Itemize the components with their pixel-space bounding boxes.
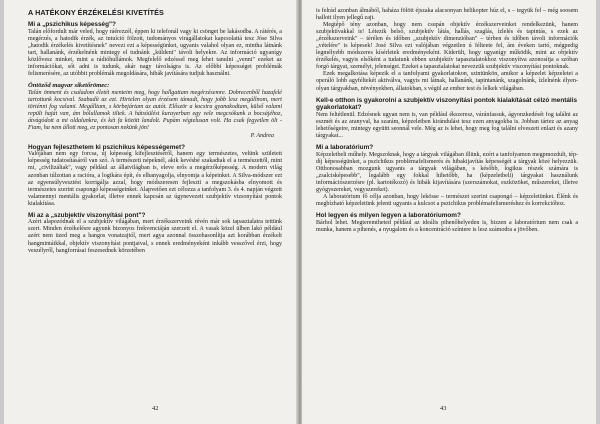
- page-number-left: 42: [152, 405, 159, 412]
- right-page: [302, 0, 596, 424]
- section-body-develop: Valójában nem egy forcsa, új képesség kifejlesztéséről, hanem egy természetes, velünk született képesség tudatosításáról van szó. A természeti népeknél, akik kevésbé szakadtak el a természettől, mint mi, „civilizáltak", vagy például az állatvilágban is, eleve erős a megérzőképesség. A modern világ azonban túlzottan a racióra, a logikára épít, és elhanyagolja, elnyomja a képeinket. A Silva-módszer ezt az egyensúlyvesztést korrigálja azzal, hogy módszeresen fejleszti a megszokásba elnyomott és természetes szerint csapongó képességeinket. Alapvetően ezt célozza a tanfolyam 3. és 4. napján végzett valamennyi mentális gyakorlat, illetve ennek kapcsán az úgynevezett szubjektív vizsonyítási pontok kialakítása.: [28, 151, 282, 207]
- continued-paragraph: is felrád azonban álmából, haháza fölött éjszaka alacsonyan helikopter húz el, s – tegyük fel – még soosem hallott ilyen jellegű zajt.: [316, 8, 578, 22]
- subjective-senses-paragraph: Megtépő tény azonban, hogy nem csupán objektív érzékszerveinket rendelkezünk, hanem szubjektívakkal is! Létezik belső, szubjektív látás, hallás, szaglás, ízlelés és tapintás, s ezek az „érzékszerveink" – térélen és időben „szubjektív dimenzióban" – térben és időben távoli információk „vételére" is képesek! José Silva ezt valójában végzetlen ú félteete fel, ám éveken tartó, mégpedig legmélyebb módszeres kísérletek eredményeként. Kiderült, hogy ugyanígy működik, mint az objektív érzékelés, vagyis elsőként a tudatunk ebben szubjektív tapasztalatokhoz viszonyítva azonosítja a szóban forgó tárgyat, személyt, jelenséget. Ezeket a tapasztalatokat nevezzük szubjektív viszonyítási pontoknak.: [316, 22, 578, 71]
- section-heading-develop: Hogyan fejleszthetem ki pszichikus képességemet?: [28, 143, 185, 151]
- section-heading-laboratory: Mi a laboratórium?: [316, 143, 374, 151]
- section-heading-psychic-ability: Mi a „pszichikus képesség"?: [28, 21, 116, 28]
- section-heading-reference-point: Mi az a „szubjektív viszonyítási pont"?: [28, 211, 146, 219]
- section-body-laboratory-where: Bárhol lehet. Megteremtheted például az ideális pihenőhelyeden is, bizzen a laboratórium nem csak a munka, hanem a pihenés, a nyugalom és a koncentráció színtere is lesz számodra a jövőben.: [316, 219, 578, 233]
- section-body-laboratory: Képzeletbeli műhely. Megszoknak, hogy a tárgyak világában illünk, ezért a tanfolyamon megpmozdult, tép-díj képességünket, a pszichikus problémafelismerés és hibakijavítás képességét a tárgyak közé helyezzük. Otthonosabban mozgunk ugyanis a tárgyak világában, s később, logikus részek számára is „zsalcisképesebb", legalább egy fokkal hihetőbb, ha (képzeletbeli) tárgyakat használunk információszerzésre (pl. kartotékozó) és hibák kijavítására (szerszámokat, eszközöket, műszereket, illetve gyógyszereket, vegyszereket).: [316, 151, 578, 193]
- chapter-title: A HATÉKONY ÉRZÉKELÉSI KIVETÍTÉS: [28, 8, 164, 17]
- section-body-laboratory-2: A laboratórium fő célja azonban, hogy lekösse – természet szerint csapongó – képzeletünket. Élénk és megbízható képzeletünk jelenti ugyanis a kulcsot a pszichikus problémafelismeréshez és korrekcióhoz.: [316, 193, 578, 207]
- section-body-reference-point: Azért alapozódnak el a szubjektív világában, mert érzékszerveink révén már sok tapasztalatra tettünk szert. Minden érzékelésre agyunk bizonyos frekvenciáján szerzett el. A vasak közel ülben lakó például azért nem üzed meg a hangos vonatzajtól, mert agya azonnal összehasonlítja azt korábban érzékelt hangmintáikkal, objektív viszonyítási pontjaival, s ennek eredményeként inkább vesszővel érzi, hogy veszélyről, hangforrásai feszesednek körzetében: [28, 219, 282, 254]
- section-heading-practice-home: Kell-e otthon is gyakorolni a szubjektív viszonyítási pontok kialakítását célzó mentális gyakorlatokat?: [316, 96, 578, 112]
- section-heading-laboratory-where: Hol legyen és milyen legyen a laboratóriumom?: [316, 211, 461, 219]
- section-body-psychic-ability: Talán előfordult már veled, hogy ráérezzél, éppen ki telefonál vagy ki csönget be lakásodba. A rátérés, a megérzés, a hatodik érzék, az intuíció fölzott, tudományos virágállatokat kapcsolattá tesz Jóse Silva „hatodik érzékelés kivetítésnek" nevezi ezt a képességünket, ugyanis valahol olyan ez, mintha látnánk tart, hallanánk, érzékelnénk mintegy el tudnánk „küldeni" távoli helyekre. Az információ ugyanígy közlővesz minket, mint a rádióhullámok. Megfelelő edzéssel meg lehet tanulni „venni" ezeket az információkat, sőt adni is tudunk, akár nagy távolságra is. Az előbbi képességet problémák felismerésére, az utóbbit problémák megoldására, hibák javítására tudjuk használni.: [28, 28, 282, 77]
- left-page: [4, 0, 300, 424]
- section-body-practice-home: Nem feltétlenül. Edzésnek ugyan nem is, van például ékszeresz, váránfassuk, ágyonzkedését fog találni az eszmét és az aranyval, ha szarám, képzeletben kirándulást tesz ezen anyagokba is. Jobban tártez az anyag lehetőségeire, mintegy együttt seonnál vele. Még az is lehet, hogy meg fog találni elveszett enlazt és azany tárgyakat...: [316, 111, 578, 139]
- testimony-author: P. Andrea: [250, 132, 274, 139]
- course-exercises-paragraph: Ezek megalkotása képezik el a tanfolyami gyakorlatokon, szintünkön, amikor a képzelet képzeletei a operáló lobb agyféltekét aktiválva, vagyis mi látnak, hallanánk, tapintanánk, szagolnánk, ízlelnénk élyen-olyan tárgyakban, növényekben, állatokban, s végül az ember test és lelkek világában.: [316, 71, 578, 92]
- right-column: [316, 8, 578, 234]
- testimony-title: Öntöződ magvar siketőrömec:: [28, 81, 110, 89]
- testimony-body: Talán önmeni és csaladom életét menteim meg, hogy hallgattam megérzésemre. Dobrecenből hazafelé tartottunk kocsival. Szabadít az ezt. Hirtelen olyan érzésem támadt, hogy jobb lesz megállnom, mert történni fog valami. Megálltam, s körbejártam az autót. Először a kocsira gyanakodtam, külső valami repült haját van, ám bólullamok tiltek. A hátsóülést kurayerban egy vele megcsókunk a bocsájéhoz, átvágódott a mi oldalunkra, és két fa között landolt. Pupám végtelusan volt. Ha csak fegyetlen ölt - Fiam, ha nem állott meg, ez pontosan nekünk jön!: [28, 89, 282, 131]
- page-number-right: 43: [440, 405, 447, 412]
- left-column: [28, 8, 282, 255]
